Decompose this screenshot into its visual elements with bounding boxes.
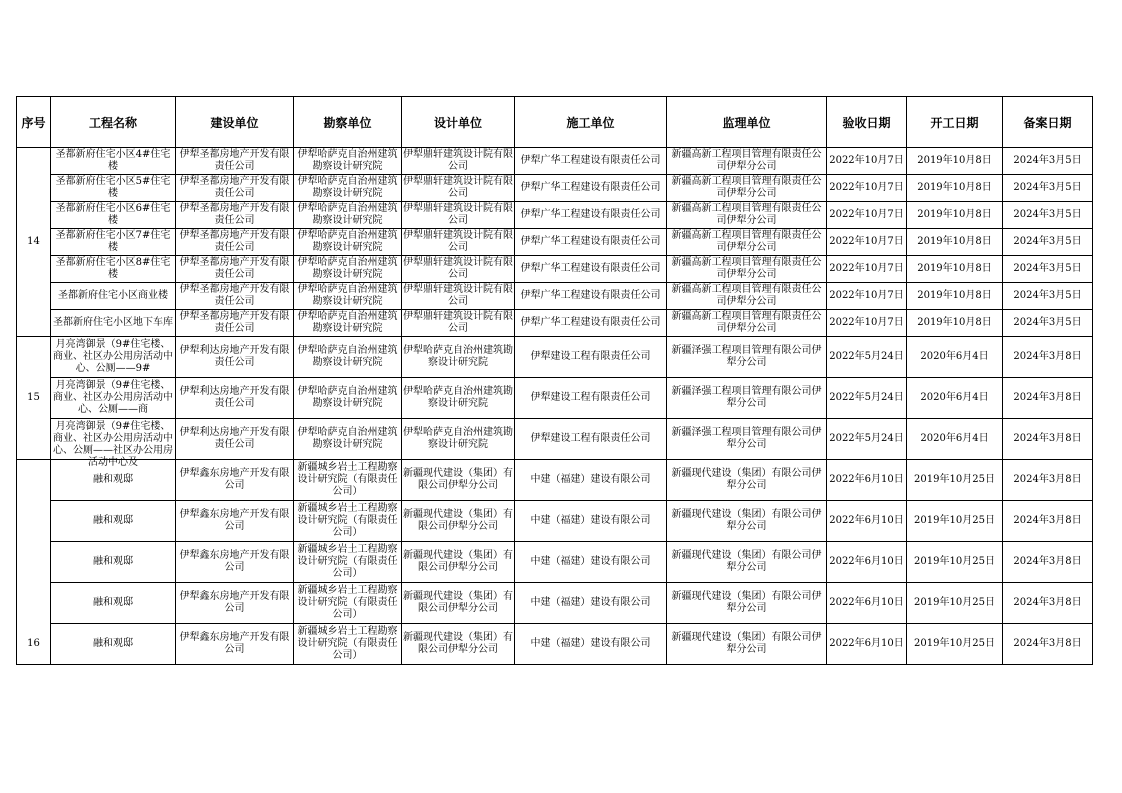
acceptance-date-text: 2022年10月7日	[829, 317, 904, 328]
start-date-text: 2019年10月8日	[917, 290, 992, 301]
header-seq: 序号	[17, 97, 51, 148]
supervision-unit-text: 新疆高新工程项目管理有限责任公司伊犁分公司	[671, 284, 822, 307]
builder-unit-cell	[515, 460, 667, 501]
supervision-unit-cell	[667, 501, 827, 542]
design-unit-cell	[402, 175, 515, 202]
start-date-text: 2019年10月8日	[917, 317, 992, 328]
design-unit-cell	[402, 583, 515, 624]
table-row	[17, 501, 1093, 542]
construction-unit-cell	[176, 283, 294, 310]
survey-unit-cell	[294, 460, 402, 501]
record-table	[16, 96, 1093, 665]
filing-date-text: 2024年3月5日	[1013, 236, 1082, 247]
acceptance-date-cell	[827, 624, 907, 665]
acceptance-date-cell	[827, 337, 907, 378]
table-row	[17, 542, 1093, 583]
start-date-cell	[907, 310, 1003, 337]
builder-unit-cell	[515, 175, 667, 202]
builder-unit-cell	[515, 337, 667, 378]
project-name-cell	[51, 175, 176, 202]
construction-unit-text: 伊犁利达房地产开发有限责任公司	[179, 345, 290, 368]
supervision-unit-text: 新疆高新工程项目管理有限责任公司伊犁分公司	[671, 149, 822, 172]
project-name-text: 圣都新府住宅小区地下车库	[53, 317, 173, 328]
acceptance-date-cell	[827, 542, 907, 583]
design-unit-text: 新疆现代建设（集团）有限公司伊犁分公司	[403, 632, 513, 655]
design-unit-cell	[402, 283, 515, 310]
design-unit-cell	[402, 378, 515, 419]
construction-unit-cell	[176, 419, 294, 460]
start-date-text: 2019年10月25日	[914, 556, 995, 567]
table-row	[17, 310, 1093, 337]
construction-unit-cell	[176, 583, 294, 624]
supervision-unit-text: 新疆现代建设（集团）有限公司伊犁分公司	[671, 632, 822, 655]
construction-unit-text: 伊犁圣都房地产开发有限责任公司	[179, 176, 290, 199]
supervision-unit-cell	[667, 148, 827, 175]
builder-unit-text: 中建（福建）建设有限公司	[530, 597, 651, 608]
survey-unit-text: 新疆城乡岩土工程勘察设计研究院（有限责任公司）	[297, 503, 398, 538]
survey-unit-cell	[294, 202, 402, 229]
table-row	[17, 378, 1093, 419]
header-filing-date: 备案日期	[1003, 97, 1093, 148]
acceptance-date-cell	[827, 501, 907, 542]
filing-date-text: 2024年3月5日	[1013, 263, 1082, 274]
design-unit-text: 伊犁鼎轩建筑设计院有限公司	[403, 311, 513, 334]
project-name-cell	[51, 310, 176, 337]
supervision-unit-cell	[667, 419, 827, 460]
acceptance-date-text: 2022年10月7日	[829, 182, 904, 193]
construction-unit-text: 伊犁圣都房地产开发有限责任公司	[179, 257, 290, 280]
survey-unit-text: 伊犁哈萨克自治州建筑勘察设计研究院	[297, 345, 398, 368]
acceptance-date-cell	[827, 283, 907, 310]
design-unit-text: 伊犁鼎轩建筑设计院有限公司	[403, 230, 513, 253]
design-unit-cell	[402, 148, 515, 175]
builder-unit-cell	[515, 542, 667, 583]
start-date-cell	[907, 378, 1003, 419]
construction-unit-cell	[176, 202, 294, 229]
acceptance-date-text: 2022年5月24日	[829, 392, 904, 403]
acceptance-date-cell	[827, 148, 907, 175]
design-unit-text: 伊犁哈萨克自治州建筑勘察设计研究院	[403, 427, 513, 450]
supervision-unit-text: 新疆高新工程项目管理有限责任公司伊犁分公司	[671, 311, 822, 334]
builder-unit-cell	[515, 624, 667, 665]
builder-unit-cell	[515, 378, 667, 419]
construction-unit-text: 伊犁鑫东房地产开发有限公司	[179, 509, 290, 532]
table-row	[17, 148, 1093, 175]
filing-date-cell	[1003, 542, 1093, 583]
filing-date-cell	[1003, 419, 1093, 460]
construction-unit-cell	[176, 378, 294, 419]
start-date-text: 2020年6月4日	[920, 433, 989, 444]
construction-unit-text: 伊犁圣都房地产开发有限责任公司	[179, 311, 290, 334]
start-date-text: 2019年10月25日	[914, 515, 995, 526]
acceptance-date-cell	[827, 310, 907, 337]
builder-unit-text: 伊犁建设工程有限责任公司	[530, 392, 651, 403]
start-date-cell	[907, 148, 1003, 175]
project-name-cell	[51, 501, 176, 542]
header-construction-unit: 建设单位	[176, 97, 294, 148]
design-unit-cell	[402, 501, 515, 542]
design-unit-cell	[402, 460, 515, 501]
project-name-cell	[51, 419, 176, 468]
survey-unit-text: 伊犁哈萨克自治州建筑勘察设计研究院	[297, 149, 398, 172]
header-start-date: 开工日期	[907, 97, 1003, 148]
start-date-text: 2020年6月4日	[920, 392, 989, 403]
acceptance-date-text: 2022年10月7日	[829, 236, 904, 247]
table-row	[17, 624, 1093, 665]
construction-unit-text: 伊犁圣都房地产开发有限责任公司	[179, 230, 290, 253]
construction-unit-cell	[176, 501, 294, 542]
header-design-unit: 设计单位	[402, 97, 515, 148]
survey-unit-cell	[294, 229, 402, 256]
filing-date-cell	[1003, 310, 1093, 337]
table-row	[17, 202, 1093, 229]
project-name-cell	[51, 378, 176, 419]
supervision-unit-cell	[667, 378, 827, 419]
acceptance-date-cell	[827, 229, 907, 256]
supervision-unit-text: 新疆高新工程项目管理有限责任公司伊犁分公司	[671, 230, 822, 253]
builder-unit-cell	[515, 501, 667, 542]
survey-unit-cell	[294, 283, 402, 310]
survey-unit-text: 伊犁哈萨克自治州建筑勘察设计研究院	[297, 386, 398, 409]
builder-unit-cell	[515, 419, 667, 460]
construction-unit-cell	[176, 229, 294, 256]
builder-unit-cell	[515, 283, 667, 310]
supervision-unit-text: 新疆现代建设（集团）有限公司伊犁分公司	[671, 509, 822, 532]
builder-unit-cell	[515, 583, 667, 624]
builder-unit-text: 伊犁广华工程建设有限责任公司	[520, 209, 661, 220]
design-unit-cell	[402, 624, 515, 665]
design-unit-cell	[402, 542, 515, 583]
header-acceptance-date: 验收日期	[827, 97, 907, 148]
builder-unit-text: 伊犁广华工程建设有限责任公司	[520, 155, 661, 166]
survey-unit-text: 伊犁哈萨克自治州建筑勘察设计研究院	[297, 176, 398, 199]
table-row	[17, 229, 1093, 256]
start-date-text: 2019年10月8日	[917, 263, 992, 274]
supervision-unit-text: 新疆泽强工程项目管理有限公司伊犁分公司	[671, 345, 822, 368]
survey-unit-cell	[294, 419, 402, 460]
construction-unit-text: 伊犁鑫东房地产开发有限公司	[179, 591, 290, 614]
table-row	[17, 337, 1093, 378]
supervision-unit-text: 新疆高新工程项目管理有限责任公司伊犁分公司	[671, 203, 822, 226]
supervision-unit-cell	[667, 202, 827, 229]
filing-date-text: 2024年3月5日	[1013, 317, 1082, 328]
supervision-unit-cell	[667, 460, 827, 501]
table-row	[17, 583, 1093, 624]
filing-date-cell	[1003, 148, 1093, 175]
project-name-text: 圣都新府住宅小区7#住宅楼	[55, 230, 171, 253]
survey-unit-text: 伊犁哈萨克自治州建筑勘察设计研究院	[297, 257, 398, 280]
design-unit-cell	[402, 337, 515, 378]
acceptance-date-text: 2022年6月10日	[829, 474, 904, 485]
construction-unit-text: 伊犁圣都房地产开发有限责任公司	[179, 203, 290, 226]
design-unit-text: 伊犁鼎轩建筑设计院有限公司	[403, 284, 513, 307]
project-name-cell	[51, 283, 176, 310]
construction-unit-cell	[176, 310, 294, 337]
start-date-text: 2019年10月8日	[917, 155, 992, 166]
filing-date-cell	[1003, 337, 1093, 378]
filing-date-cell	[1003, 501, 1093, 542]
builder-unit-text: 伊犁广华工程建设有限责任公司	[520, 290, 661, 301]
survey-unit-cell	[294, 378, 402, 419]
start-date-cell	[907, 256, 1003, 283]
construction-unit-text: 伊犁圣都房地产开发有限责任公司	[179, 284, 290, 307]
filing-date-text: 2024年3月8日	[1013, 638, 1082, 649]
supervision-unit-text: 新疆高新工程项目管理有限责任公司伊犁分公司	[671, 176, 822, 199]
project-name-text: 融和观邸	[93, 638, 133, 649]
supervision-unit-cell	[667, 175, 827, 202]
survey-unit-text: 伊犁哈萨克自治州建筑勘察设计研究院	[297, 230, 398, 253]
acceptance-date-text: 2022年5月24日	[829, 433, 904, 444]
supervision-unit-text: 新疆现代建设（集团）有限公司伊犁分公司	[671, 591, 822, 614]
seq-cell: 14	[17, 148, 51, 337]
design-unit-cell	[402, 229, 515, 256]
supervision-unit-cell	[667, 583, 827, 624]
acceptance-date-text: 2022年10月7日	[829, 155, 904, 166]
acceptance-date-cell	[827, 202, 907, 229]
start-date-cell	[907, 419, 1003, 460]
survey-unit-text: 伊犁哈萨克自治州建筑勘察设计研究院	[297, 311, 398, 334]
survey-unit-cell	[294, 310, 402, 337]
filing-date-cell	[1003, 283, 1093, 310]
project-name-text: 圣都新府住宅小区5#住宅楼	[55, 176, 171, 199]
construction-unit-cell	[176, 337, 294, 378]
acceptance-date-text: 2022年10月7日	[829, 263, 904, 274]
builder-unit-cell	[515, 256, 667, 283]
builder-unit-text: 中建（福建）建设有限公司	[530, 515, 651, 526]
header-project-name: 工程名称	[51, 97, 176, 148]
builder-unit-text: 伊犁广华工程建设有限责任公司	[520, 236, 661, 247]
filing-date-text: 2024年3月8日	[1013, 433, 1082, 444]
acceptance-date-text: 2022年6月10日	[829, 638, 904, 649]
project-name-cell	[51, 583, 176, 624]
builder-unit-text: 伊犁广华工程建设有限责任公司	[520, 182, 661, 193]
survey-unit-text: 新疆城乡岩土工程勘察设计研究院（有限责任公司）	[297, 626, 398, 661]
acceptance-date-text: 2022年10月7日	[829, 290, 904, 301]
filing-date-cell	[1003, 175, 1093, 202]
design-unit-text: 伊犁哈萨克自治州建筑勘察设计研究院	[403, 345, 513, 368]
table-row	[17, 175, 1093, 202]
construction-unit-text: 伊犁鑫东房地产开发有限公司	[179, 550, 290, 573]
construction-unit-cell	[176, 624, 294, 665]
start-date-text: 2019年10月8日	[917, 209, 992, 220]
filing-date-text: 2024年3月8日	[1013, 597, 1082, 608]
builder-unit-text: 中建（福建）建设有限公司	[530, 638, 651, 649]
construction-unit-cell	[176, 175, 294, 202]
acceptance-date-cell	[827, 256, 907, 283]
construction-unit-text: 伊犁利达房地产开发有限责任公司	[179, 427, 290, 450]
filing-date-text: 2024年3月8日	[1013, 474, 1082, 485]
design-unit-cell	[402, 419, 515, 460]
filing-date-cell	[1003, 460, 1093, 501]
builder-unit-text: 伊犁广华工程建设有限责任公司	[520, 317, 661, 328]
filing-date-text: 2024年3月8日	[1013, 556, 1082, 567]
supervision-unit-text: 新疆现代建设（集团）有限公司伊犁分公司	[671, 550, 822, 573]
start-date-cell	[907, 624, 1003, 665]
start-date-text: 2019年10月25日	[914, 638, 995, 649]
filing-date-cell	[1003, 583, 1093, 624]
supervision-unit-cell	[667, 310, 827, 337]
header-survey-unit: 勘察单位	[294, 97, 402, 148]
design-unit-cell	[402, 202, 515, 229]
builder-unit-text: 伊犁建设工程有限责任公司	[530, 433, 651, 444]
design-unit-text: 伊犁鼎轩建筑设计院有限公司	[403, 176, 513, 199]
project-name-cell	[51, 229, 176, 256]
project-name-text: 月亮湾御景（9#住宅楼、商业、社区办公用房活动中心、公厕——商	[53, 380, 173, 415]
start-date-cell	[907, 202, 1003, 229]
supervision-unit-cell	[667, 337, 827, 378]
survey-unit-text: 伊犁哈萨克自治州建筑勘察设计研究院	[297, 427, 398, 450]
filing-date-text: 2024年3月5日	[1013, 290, 1082, 301]
construction-unit-cell	[176, 256, 294, 283]
filing-date-text: 2024年3月8日	[1013, 351, 1082, 362]
survey-unit-cell	[294, 148, 402, 175]
project-name-cell	[51, 256, 176, 283]
acceptance-date-cell	[827, 175, 907, 202]
project-name-text: 融和观邸	[93, 515, 133, 526]
design-unit-text: 新疆现代建设（集团）有限公司伊犁分公司	[403, 591, 513, 614]
table-row	[17, 460, 1093, 501]
start-date-text: 2019年10月25日	[914, 474, 995, 485]
header-row	[17, 97, 1093, 148]
supervision-unit-cell	[667, 542, 827, 583]
project-name-cell	[51, 624, 176, 665]
header-builder-unit: 施工单位	[515, 97, 667, 148]
project-name-text: 融和观邸	[93, 597, 133, 608]
builder-unit-cell	[515, 310, 667, 337]
survey-unit-cell	[294, 175, 402, 202]
supervision-unit-text: 新疆现代建设（集团）有限公司伊犁分公司	[671, 468, 822, 491]
builder-unit-text: 中建（福建）建设有限公司	[530, 474, 651, 485]
survey-unit-cell	[294, 583, 402, 624]
construction-unit-text: 伊犁利达房地产开发有限责任公司	[179, 386, 290, 409]
table-row	[17, 283, 1093, 310]
survey-unit-cell	[294, 501, 402, 542]
start-date-cell	[907, 542, 1003, 583]
design-unit-text: 新疆现代建设（集团）有限公司伊犁分公司	[403, 468, 513, 491]
seq-cell: 16	[17, 460, 51, 665]
start-date-cell	[907, 283, 1003, 310]
design-unit-cell	[402, 256, 515, 283]
builder-unit-text: 伊犁建设工程有限责任公司	[530, 351, 651, 362]
survey-unit-cell	[294, 337, 402, 378]
acceptance-date-cell	[827, 460, 907, 501]
acceptance-date-cell	[827, 378, 907, 419]
construction-unit-text: 伊犁鑫东房地产开发有限公司	[179, 632, 290, 655]
construction-unit-cell	[176, 542, 294, 583]
project-name-text: 融和观邸	[93, 556, 133, 567]
builder-unit-cell	[515, 202, 667, 229]
project-name-text: 圣都新府住宅小区6#住宅楼	[55, 203, 171, 226]
survey-unit-cell	[294, 542, 402, 583]
construction-unit-cell	[176, 148, 294, 175]
project-name-text: 月亮湾御景（9#住宅楼、商业、社区办公用房活动中心、公厕——社区办公用房活动中心及	[53, 421, 173, 468]
project-name-cell	[51, 148, 176, 175]
start-date-text: 2019年10月8日	[917, 236, 992, 247]
acceptance-date-cell	[827, 419, 907, 460]
filing-date-text: 2024年3月8日	[1013, 515, 1082, 526]
design-unit-cell	[402, 310, 515, 337]
project-name-cell	[51, 202, 176, 229]
project-name-cell	[51, 337, 176, 378]
project-name-text: 融和观邸	[93, 474, 133, 485]
builder-unit-cell	[515, 148, 667, 175]
start-date-cell	[907, 229, 1003, 256]
survey-unit-text: 新疆城乡岩土工程勘察设计研究院（有限责任公司）	[297, 462, 398, 497]
filing-date-text: 2024年3月8日	[1013, 392, 1082, 403]
start-date-cell	[907, 583, 1003, 624]
supervision-unit-cell	[667, 229, 827, 256]
builder-unit-text: 伊犁广华工程建设有限责任公司	[520, 263, 661, 274]
survey-unit-text: 伊犁哈萨克自治州建筑勘察设计研究院	[297, 203, 398, 226]
supervision-unit-text: 新疆泽强工程项目管理有限公司伊犁分公司	[671, 427, 822, 450]
survey-unit-text: 新疆城乡岩土工程勘察设计研究院（有限责任公司）	[297, 544, 398, 579]
construction-unit-text: 伊犁圣都房地产开发有限责任公司	[179, 149, 290, 172]
filing-date-cell	[1003, 229, 1093, 256]
start-date-cell	[907, 460, 1003, 501]
filing-date-text: 2024年3月5日	[1013, 209, 1082, 220]
header-supervision-unit: 监理单位	[667, 97, 827, 148]
start-date-text: 2020年6月4日	[920, 351, 989, 362]
project-name-text: 圣都新府住宅小区商业楼	[58, 290, 168, 301]
supervision-unit-text: 新疆高新工程项目管理有限责任公司伊犁分公司	[671, 257, 822, 280]
design-unit-text: 伊犁鼎轩建筑设计院有限公司	[403, 257, 513, 280]
filing-date-cell	[1003, 202, 1093, 229]
start-date-cell	[907, 337, 1003, 378]
project-name-text: 圣都新府住宅小区4#住宅楼	[55, 149, 171, 172]
filing-date-text: 2024年3月5日	[1013, 182, 1082, 193]
table-row	[17, 256, 1093, 283]
survey-unit-cell	[294, 256, 402, 283]
table-row	[17, 419, 1093, 460]
design-unit-text: 新疆现代建设（集团）有限公司伊犁分公司	[403, 550, 513, 573]
project-name-text: 圣都新府住宅小区8#住宅楼	[55, 257, 171, 280]
supervision-unit-text: 新疆泽强工程项目管理有限公司伊犁分公司	[671, 386, 822, 409]
design-unit-text: 伊犁哈萨克自治州建筑勘察设计研究院	[403, 386, 513, 409]
construction-unit-text: 伊犁鑫东房地产开发有限公司	[179, 468, 290, 491]
seq-cell: 15	[17, 337, 51, 460]
builder-unit-cell	[515, 229, 667, 256]
project-name-cell	[51, 542, 176, 583]
acceptance-date-cell	[827, 583, 907, 624]
project-name-text: 月亮湾御景（9#住宅楼、商业、社区办公用房活动中心、公厕——9#	[53, 339, 173, 374]
supervision-unit-cell	[667, 256, 827, 283]
supervision-unit-cell	[667, 283, 827, 310]
construction-unit-cell	[176, 460, 294, 501]
start-date-text: 2019年10月8日	[917, 182, 992, 193]
survey-unit-text: 新疆城乡岩土工程勘察设计研究院（有限责任公司）	[297, 585, 398, 620]
start-date-text: 2019年10月25日	[914, 597, 995, 608]
supervision-unit-cell	[667, 624, 827, 665]
survey-unit-cell	[294, 624, 402, 665]
design-unit-text: 伊犁鼎轩建筑设计院有限公司	[403, 149, 513, 172]
survey-unit-text: 伊犁哈萨克自治州建筑勘察设计研究院	[297, 284, 398, 307]
design-unit-text: 伊犁鼎轩建筑设计院有限公司	[403, 203, 513, 226]
acceptance-date-text: 2022年6月10日	[829, 556, 904, 567]
design-unit-text: 新疆现代建设（集团）有限公司伊犁分公司	[403, 509, 513, 532]
filing-date-text: 2024年3月5日	[1013, 155, 1082, 166]
acceptance-date-text: 2022年6月10日	[829, 597, 904, 608]
acceptance-date-text: 2022年10月7日	[829, 209, 904, 220]
builder-unit-text: 中建（福建）建设有限公司	[530, 556, 651, 567]
start-date-cell	[907, 501, 1003, 542]
filing-date-cell	[1003, 378, 1093, 419]
acceptance-date-text: 2022年5月24日	[829, 351, 904, 362]
filing-date-cell	[1003, 256, 1093, 283]
start-date-cell	[907, 175, 1003, 202]
acceptance-date-text: 2022年6月10日	[829, 515, 904, 526]
filing-date-cell	[1003, 624, 1093, 665]
